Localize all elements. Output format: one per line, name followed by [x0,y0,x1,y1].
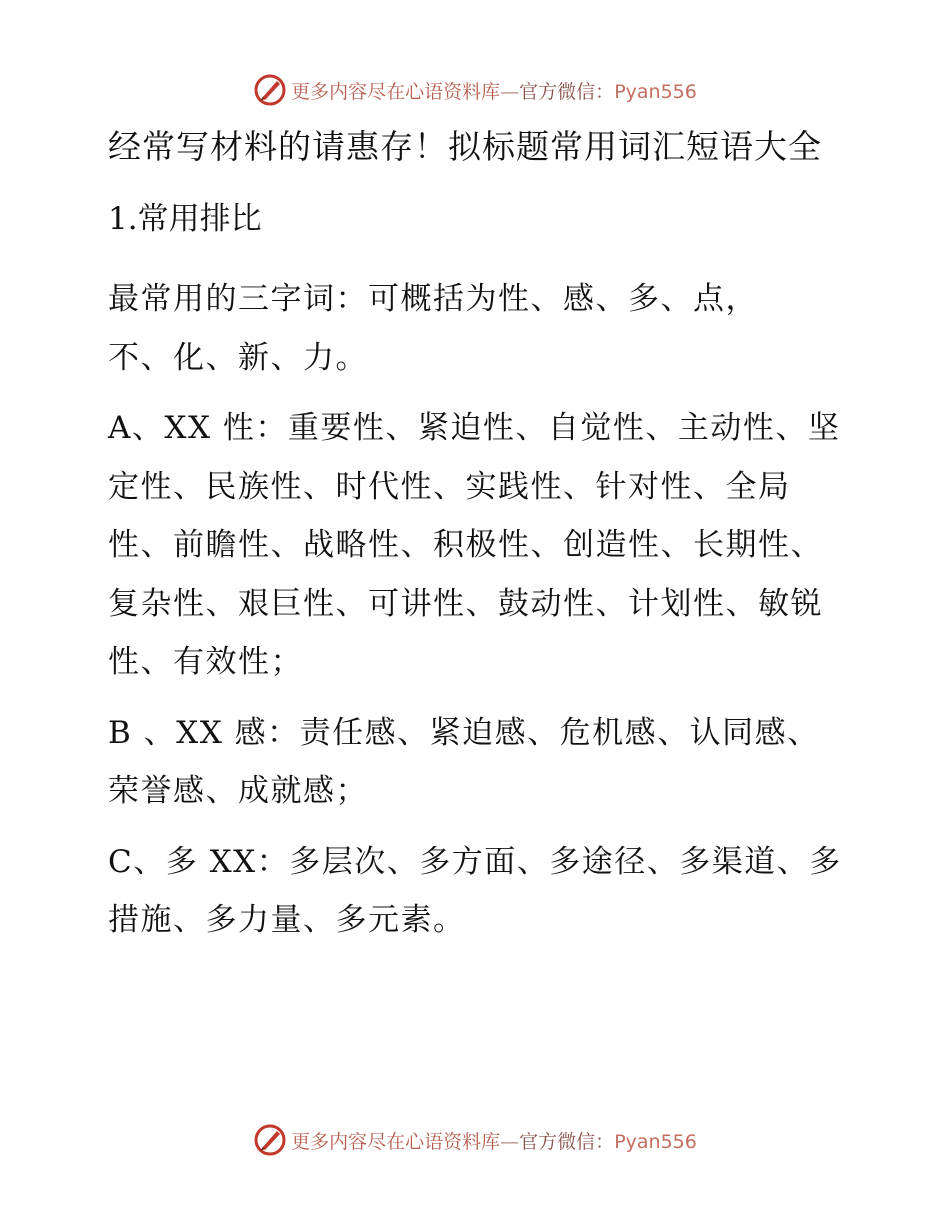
header-watermark [0,70,950,110]
watermark-text: 更多内容尽在心语资料库—官方微信：Pyan556 [291,80,697,103]
text-line: 定性、民族性、时代性、实践性、针对性、全局 [108,468,791,505]
paragraph-c [98,833,858,950]
document-title: 经常写材料的请惠存！拟标题常用词汇短语大全 [108,127,822,166]
text-line: 复杂性、艰巨性、可讲性、鼓动性、计划性、敏锐 [108,585,823,622]
text-line: 措施、多力量、多元素。 [108,902,466,938]
footer-watermark [0,1120,950,1160]
text-line: 最常用的三字词：可概括为性、感、多、点， [108,281,758,317]
text-line: 性、有效性； [108,644,303,680]
paragraph-b [98,704,858,821]
section-heading: 1.常用排比 [108,201,262,237]
watermark-text: 更多内容尽在心语资料库—官方微信：Pyan556 [291,1130,697,1153]
text-line: 荣誉感、成就感； [108,773,368,809]
text-line: 性、前瞻性、战略性、积极性、创造性、长期性、 [108,527,823,563]
text-line: C、多 XX：多层次、多方面、多途径、多渠道、多 [108,843,842,880]
intro-paragraph [98,270,858,387]
text-line: 不、化、新、力。 [108,339,368,376]
document-body [98,116,858,950]
quill-logo-icon [253,73,287,107]
text-line: A、XX 性：重要性、紧迫性、自觉性、主动性、坚 [108,410,841,446]
quill-logo-icon [253,1123,287,1157]
paragraph-a [98,399,858,692]
text-line: B 、XX 感：责任感、紧迫感、危机感、认同感、 [108,714,820,751]
